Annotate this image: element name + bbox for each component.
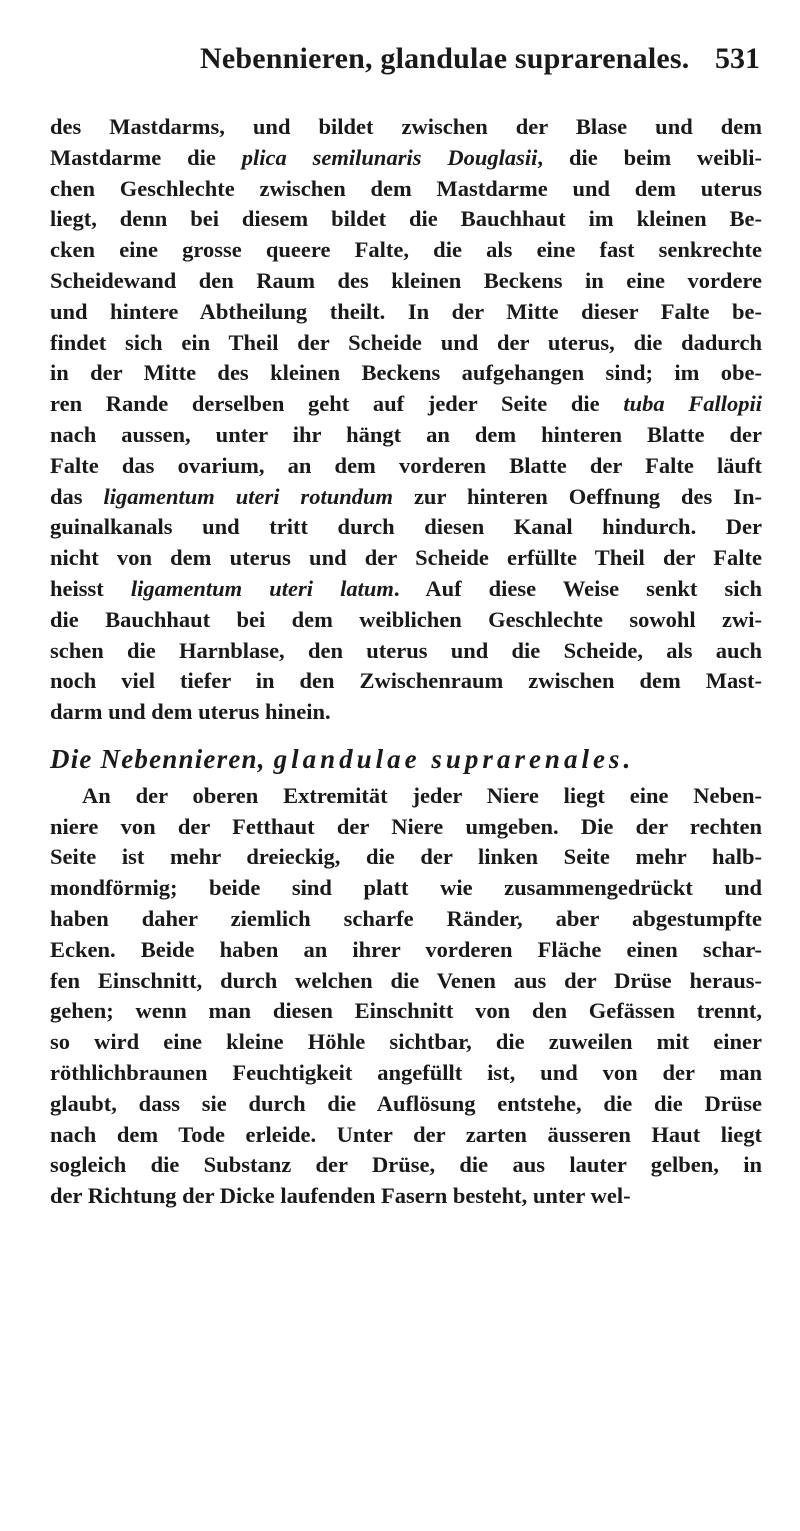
body-text: [50, 112, 762, 1212]
text-line: nach dem Tode erleide. Unter der zarten äusseren Haut liegt: [50, 1121, 762, 1147]
text-line: ren Rande derselben geht auf jeder Seite die tuba Fallopii: [50, 391, 762, 417]
section-heading-main: Die Nebennieren,: [50, 743, 266, 774]
text-line: haben daher ziemlich scharfe Ränder, aber abgestumpfte: [50, 905, 762, 931]
text-line: sogleich die Substanz der Drüse, die aus lauter gelben, in: [50, 1152, 762, 1178]
text-line: heisst ligamentum uteri latum. Auf diese Weise senkt sich: [50, 575, 763, 601]
text-line: guinalkanals und tritt durch diesen Kanal hindurch. Der: [50, 514, 762, 540]
running-title: Nebennieren, glandulae suprarenales.: [200, 42, 690, 75]
text-line: An der oberen Extremität jeder Niere liegt eine Neben-: [82, 782, 762, 808]
text-line: Ecken. Beide haben an ihrer vorderen Fläche einen schar-: [50, 936, 762, 962]
text-line: liegt, denn bei diesem bildet die Bauchhaut im kleinen Be-: [50, 206, 762, 232]
text-line: niere von der Fetthaut der Niere umgeben. Die der rechten: [50, 813, 762, 839]
latin-term: ligamentum uteri rotundum: [103, 483, 393, 509]
text-line: findet sich ein Theil der Scheide und der uterus, die dadurch: [50, 329, 762, 355]
text-line: so wird eine kleine Höhle sichtbar, die zuweilen mit einer: [50, 1029, 762, 1055]
paragraph-mastdarm: [50, 112, 762, 728]
text-line: des Mastdarms, und bildet zwischen der Blase und dem: [50, 114, 762, 139]
text-line: schen die Harnblase, den uterus und die Scheide, als auch: [50, 637, 762, 663]
text-line: cken eine grosse queere Falte, die als eine fast senkrechte: [50, 237, 762, 263]
latin-term: tuba Fallopii: [623, 391, 762, 417]
text-line: in der Mitte des kleinen Beckens aufgehangen sind; im obe-: [50, 360, 762, 386]
text-line: Scheidewand den Raum des kleinen Beckens in eine vordere: [50, 267, 762, 293]
text-line: Mastdarme die plica semilunaris Douglasii, die beim weibli-: [50, 144, 762, 170]
text-line: und hintere Abtheilung theilt. In der Mitte dieser Falte be-: [50, 298, 762, 324]
paragraph-nebennieren: [50, 781, 762, 1212]
text-line: das ligamentum uteri rotundum zur hinteren Oeffnung des In-: [50, 483, 762, 509]
latin-term: plica semilunaris Douglasii: [241, 144, 538, 170]
section-heading-latin: glandulae suprarenales.: [273, 743, 635, 774]
running-head: [150, 42, 760, 82]
text-line: fen Einschnitt, durch welchen die Venen aus der Drüse heraus-: [50, 967, 762, 993]
text-line: der Richtung der Dicke laufenden Fasern besteht, unter wel-: [50, 1183, 631, 1209]
text-line: nicht von dem uterus und der Scheide erfüllte Theil der Falte: [50, 545, 762, 571]
page-number: 531: [715, 42, 760, 75]
section-heading: [50, 744, 762, 775]
text-line: röthlichbraunen Feuchtigkeit angefüllt ist, und von der man: [50, 1059, 762, 1085]
text-line: darm und dem uterus hinein.: [50, 699, 331, 725]
text-line: Falte das ovarium, an dem vorderen Blatte der Falte läuft: [50, 452, 762, 478]
text-line: Seite ist mehr dreieckig, die der linken Seite mehr halb-: [50, 844, 762, 870]
text-line: chen Geschlechte zwischen dem Mastdarme und dem uterus: [50, 175, 762, 201]
text-line: mondförmig; beide sind platt wie zusammengedrückt und: [50, 875, 762, 901]
latin-term: ligamentum uteri latum: [130, 575, 394, 601]
text-line: noch viel tiefer in den Zwischenraum zwischen dem Mast-: [50, 668, 762, 694]
text-line: die Bauchhaut bei dem weiblichen Geschlechte sowohl zwi-: [50, 606, 762, 632]
text-line: glaubt, dass sie durch die Auflösung entstehe, die die Drüse: [50, 1090, 762, 1116]
text-line: nach aussen, unter ihr hängt an dem hinteren Blatte der: [50, 421, 762, 447]
text-line: gehen; wenn man diesen Einschnitt von den Gefässen trennt,: [50, 998, 762, 1024]
